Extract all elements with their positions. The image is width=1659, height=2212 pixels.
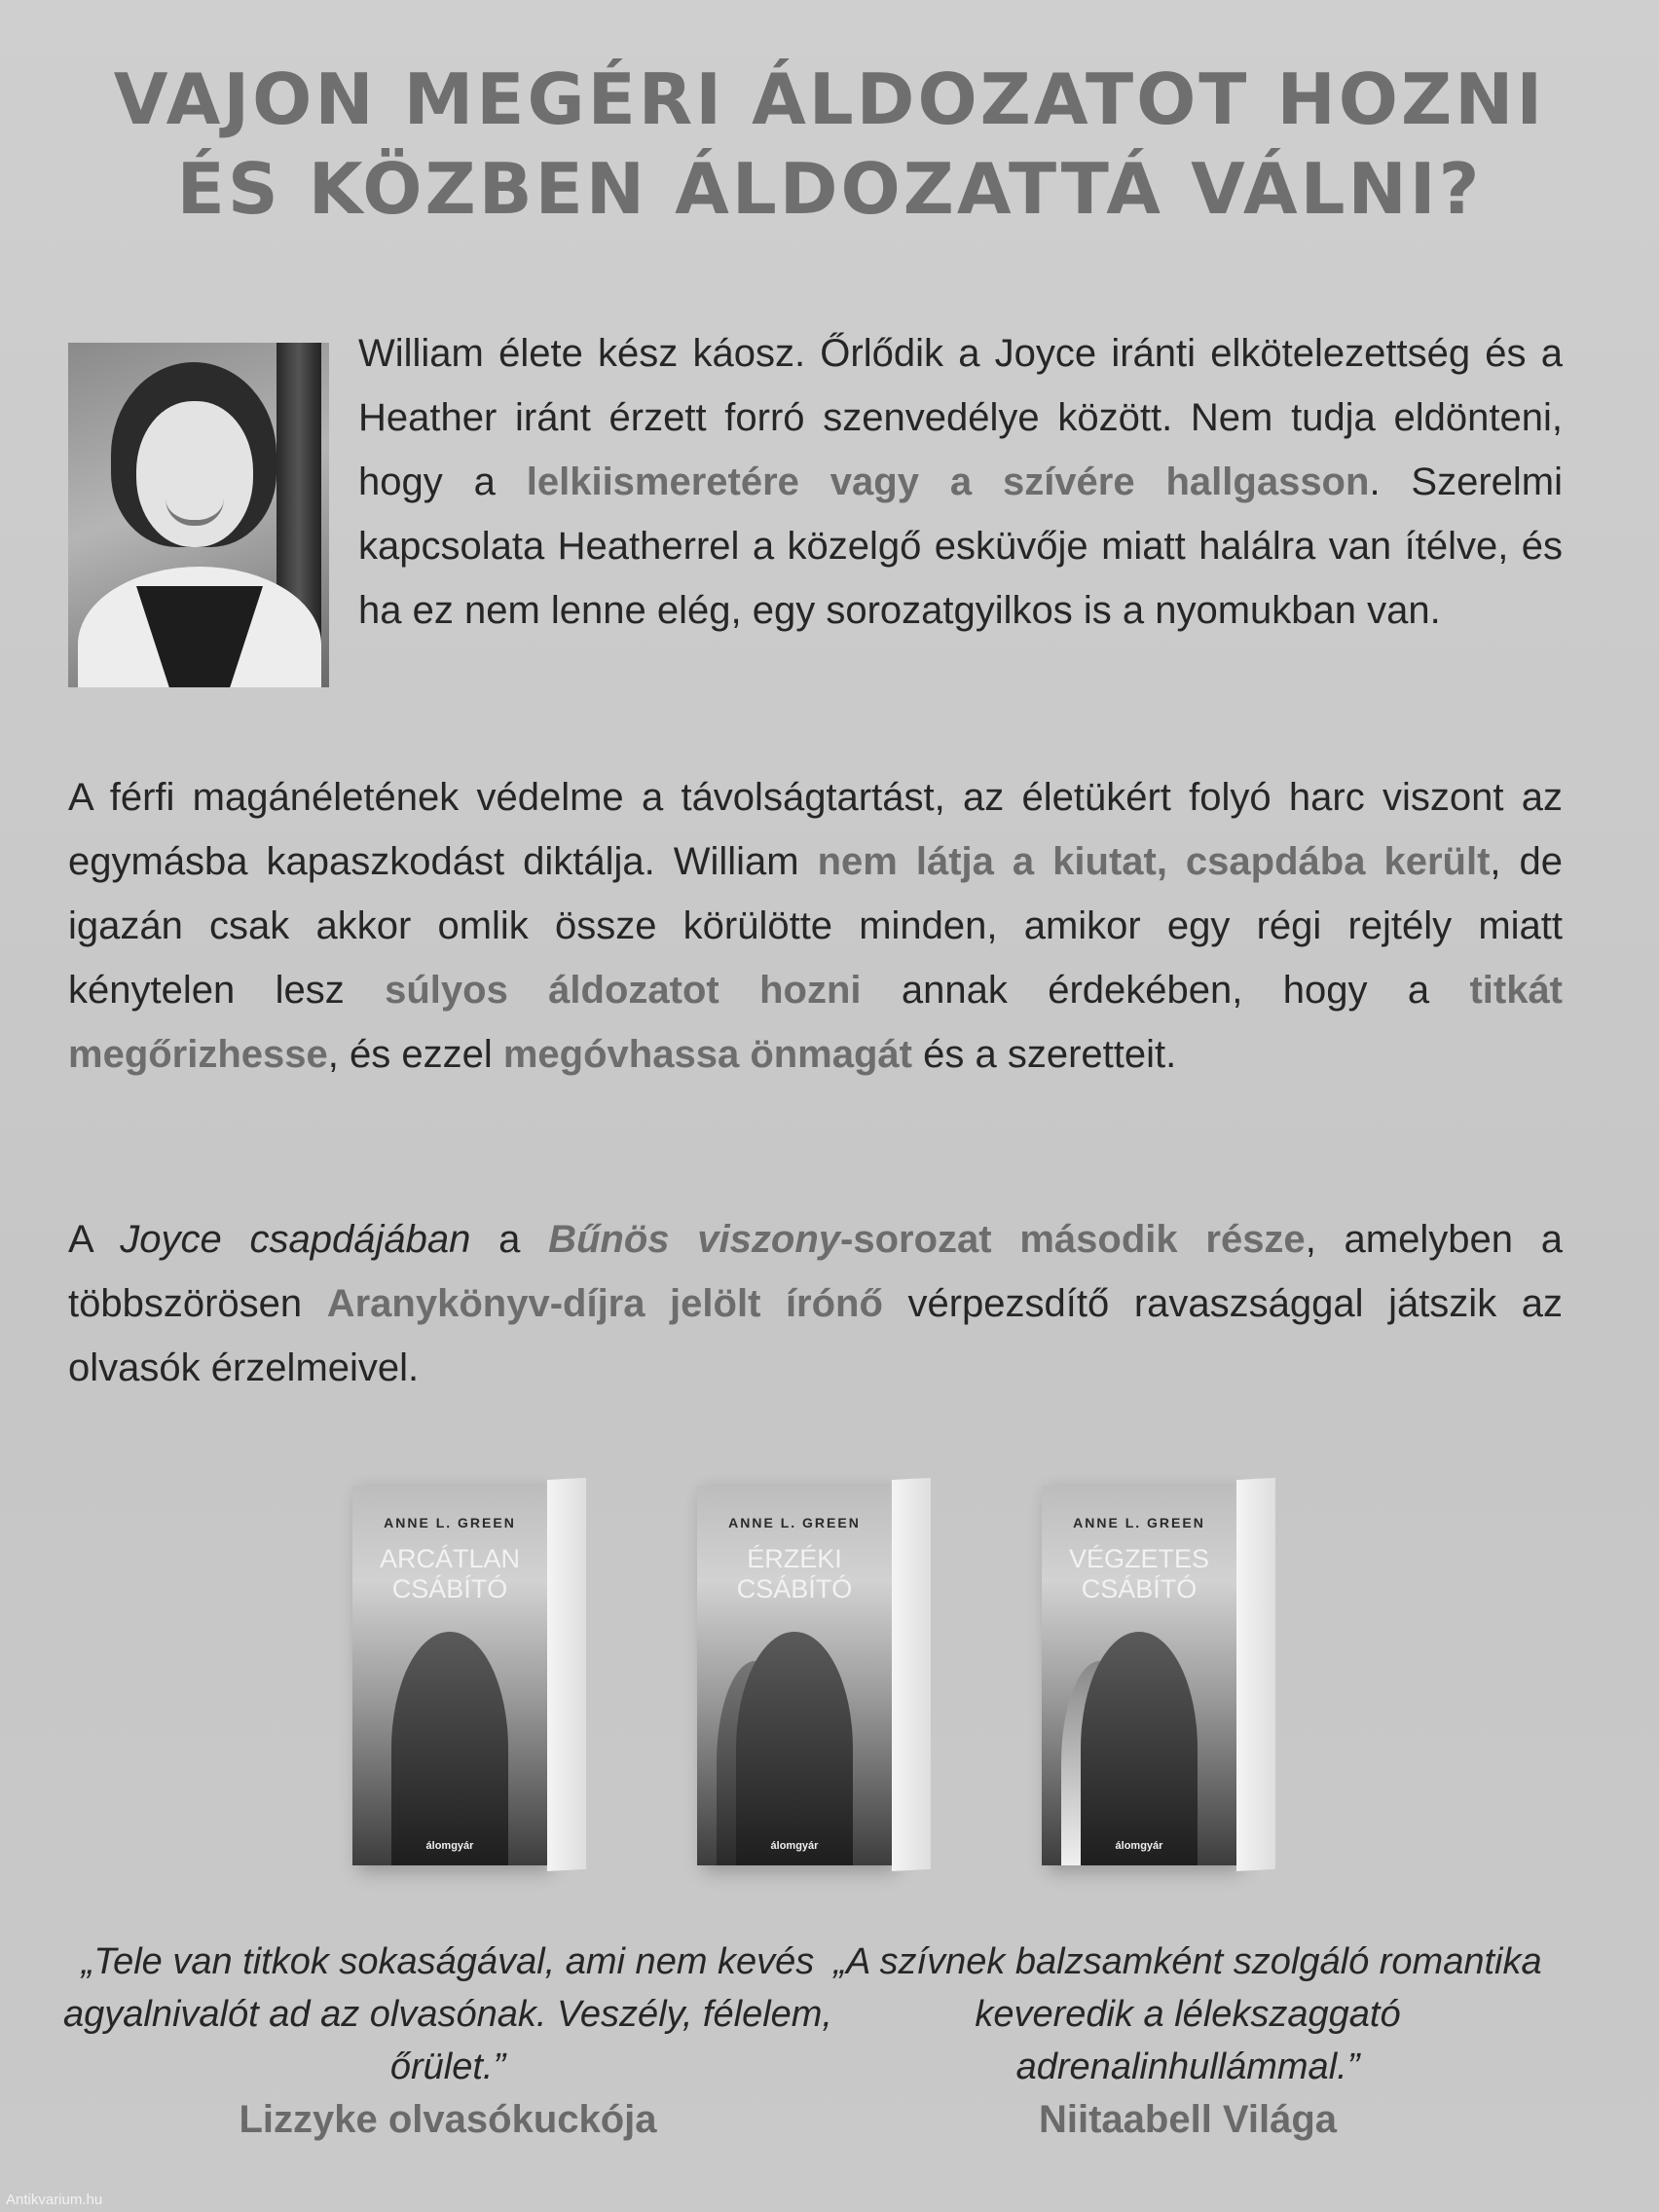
book-title xyxy=(1051,1544,1227,1604)
plot-highlight-2: súlyos áldozatot hozni xyxy=(385,969,862,1012)
book-author: ANNE L. GREEN xyxy=(1073,1515,1205,1530)
cover-art xyxy=(1042,1486,1236,1865)
plot-text-1: A férfi magánéletének védelme a távolságtartást, az életükért folyó harc viszont az egymásba kapaszkodást diktálja. William xyxy=(68,776,1563,883)
cover-figure xyxy=(736,1632,853,1865)
review-quote-1 xyxy=(58,1936,837,2146)
book-series-row xyxy=(0,1480,1659,1869)
series-text-3: , amelyben a többszörösen xyxy=(68,1218,1563,1325)
author-photo xyxy=(68,343,329,687)
plot-text-4: , és ezzel xyxy=(327,1033,503,1076)
book-title xyxy=(707,1544,882,1604)
headline-line-1: VAJON MEGÉRI ÁLDOZATOT HOZNI xyxy=(113,58,1546,140)
series-text-2: a xyxy=(470,1218,549,1261)
cover-art xyxy=(352,1486,547,1865)
book-title xyxy=(362,1544,537,1604)
intro-text-1: William élete kész káosz. Őrlődik a Joyce iránti elkötelezettség és a Heather iránt érzett forró szenvedélye között. Nem tudja eldönteni, hogy a xyxy=(358,332,1563,503)
intro-paragraph xyxy=(358,321,1563,643)
review-source: Niitaabell Világa xyxy=(1038,2098,1338,2141)
publisher-logo: álomgyár xyxy=(1115,1840,1163,1852)
book-author: ANNE L. GREEN xyxy=(728,1515,861,1530)
plot-text-5: és a szeretteit. xyxy=(912,1033,1177,1076)
watermark: Antikvarium.hu xyxy=(6,2192,103,2208)
series-text-1: A xyxy=(68,1218,121,1261)
book-pages-edge xyxy=(547,1478,586,1871)
series-text-4: vérpezsdítő ravaszsággal játszik az olvasók érzelmeivel. xyxy=(68,1282,1563,1389)
book-title-line-2: CSÁBÍTÓ xyxy=(736,1574,853,1604)
award-highlight: Aranykönyv-díjra jelölt írónő xyxy=(326,1282,883,1325)
cover-art xyxy=(697,1486,892,1865)
plot-text-2: , de igazán csak akkor omlik össze körülötte minden, amikor egy régi rejtély miatt kénytelen lesz xyxy=(68,840,1563,1012)
review-source: Lizzyke olvasókuckója xyxy=(239,2098,657,2141)
publisher-logo: álomgyár xyxy=(425,1840,474,1852)
review-text: „Tele van titkok sokaságával, ami nem kevés agyalnivalót ad az olvasónak. Veszély, félelem, őrület.” xyxy=(63,1941,832,2087)
plot-paragraph xyxy=(68,765,1563,1087)
headline xyxy=(0,55,1659,234)
series-name: Bűnös viszony xyxy=(548,1218,841,1261)
book-author: ANNE L. GREEN xyxy=(384,1515,516,1530)
publisher-logo: álomgyár xyxy=(770,1840,819,1852)
book-cover-3 xyxy=(1042,1480,1275,1869)
intro-text-2: . Szerelmi kapcsolata Heatherrel a közelgő esküvője miatt halálra van ítélve, és ha ez nem lenne elég, egy sorozatgyilkos is a nyomukban van. xyxy=(358,461,1564,632)
book-cover-1 xyxy=(352,1480,586,1869)
plot-highlight-1: nem látja a kiutat, csapdába került xyxy=(817,840,1491,883)
cover-figure xyxy=(391,1632,508,1865)
book-cover-2 xyxy=(697,1480,931,1869)
intro-highlight-1: lelkiismeretére vagy a szívére hallgasson xyxy=(526,461,1370,503)
series-paragraph xyxy=(68,1207,1563,1400)
headline-line-2: ÉS KÖZBEN ÁLDOZATTÁ VÁLNI? xyxy=(176,148,1483,230)
book-title-line-1: ÉRZÉKI xyxy=(747,1544,842,1573)
book-title-line-1: ARCÁTLAN xyxy=(379,1544,521,1573)
review-text: „A szívnek balzsamként szolgáló romantika keveredik a lélekszaggató adrenalinhullámmal.” xyxy=(833,1941,1542,2087)
plot-text-3: annak érdekében, hogy a xyxy=(861,969,1470,1012)
plot-highlight-4: megóvhassa önmagát xyxy=(502,1033,912,1076)
review-quote-2 xyxy=(798,1936,1577,2146)
series-part: -sorozat második része xyxy=(840,1218,1306,1261)
cover-figure xyxy=(1081,1632,1198,1865)
book-title-line-1: VÉGZETES xyxy=(1068,1544,1210,1573)
plot-highlight-3: titkát megőrizhesse xyxy=(68,969,1564,1076)
book-title-italic: Joyce csapdájában xyxy=(120,1218,471,1261)
book-title-line-2: CSÁBÍTÓ xyxy=(1081,1574,1198,1604)
book-pages-edge xyxy=(1236,1478,1275,1871)
book-title-line-2: CSÁBÍTÓ xyxy=(391,1574,508,1604)
book-pages-edge xyxy=(892,1478,931,1871)
